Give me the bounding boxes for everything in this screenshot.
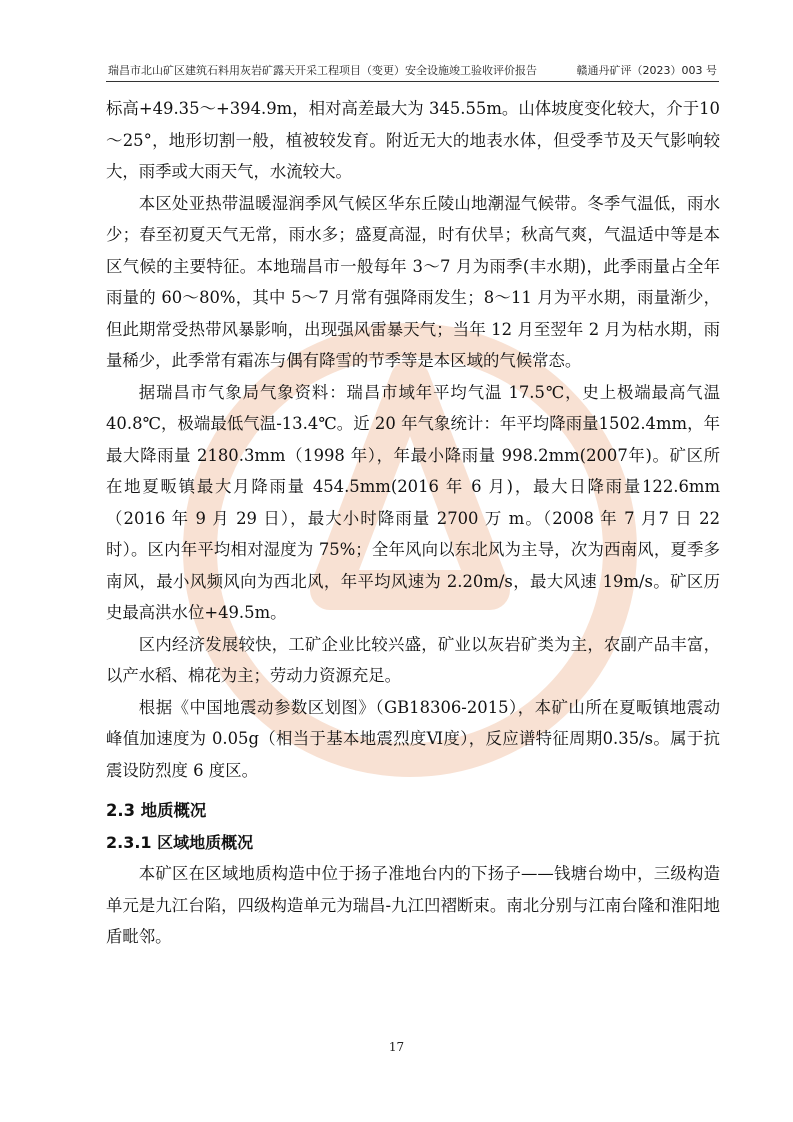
paragraph-meteorology: 据瑞昌市气象局气象资料：瑞昌市域年平均气温 17.5℃，史上极端最高气温 40.8℃，极端最低气温-13.4℃。近 20 年气象统计：年平均降雨量1502.4mm，年最大降雨量 2180.3mm（1998 年），年最小降雨量 998.2mm(2007年)。矿区所在地夏畈镇最大月降雨量 454.5mm(2016 年 6 月)，最大日降雨量122.6mm（2016 年 9 月 29 日），最大小时降雨量 2700 万 m。（2008 年 7 月7 日 22 时）。区内年平均相对湿度为 75%；全年风向以东北风为主导，次为西南风，夏季多南风，最小风频风向为西北风，年平均风速为 2.20m/s，最大风速 19m/s。矿区历史最高洪水位+49.5m。 [106,382,720,622]
paragraph-seismic: 根据《中国地震动参数区划图》（GB18306-2015），本矿山所在夏畈镇地震动峰值加速度为 0.05g（相当于基本地震烈度Ⅵ度），反应谱特征周期0.35/s。属于抗震设防烈度 6 度区。 [106,697,720,780]
paragraph-terrain: 标高+49.35～+394.9m，相对高差最大为 345.55m。山体坡度变化较大，介于10～25°，地形切割一般，植被较发育。附近无大的地表水体，但受季节及天气影响较大，雨季或大雨天气，水流较大。 [106,99,720,181]
page-number: 17 [388,1040,405,1054]
header-report-title: 瑞昌市北山矿区建筑石料用灰岩矿露天开采工程项目（变更）安全设施竣工验收评价报告 [108,64,537,77]
paragraph-economy: 区内经济发展较快，工矿企业比较兴盛，矿业以灰岩矿类为主，农副产品丰富，以产水稻、棉花为主；劳动力资源充足。 [106,634,720,685]
paragraph-climate: 本区处亚热带温暖湿润季风气候区华东丘陵山地潮湿气候带。冬季气温低，雨水少；春至初夏天气无常，雨水多；盛夏高湿，时有伏旱；秋高气爽，气温适中等是本区气候的主要特征。本地瑞昌市一般每年 3～7 月为雨季(丰水期)，此季雨量占全年雨量的 60～80%，其中 5～7 月常有强降雨发生；8～11 月为平水期，雨量渐少，但此期常受热带风暴影响，出现强风雷暴天气；当年 12 月至翌年 2 月为枯水期，雨量稀少，此季常有霜冻与偶有降雪的节季等是本区域的气候常态。 [106,193,720,370]
header-report-number: 赣通丹矿评（2023）003 号 [576,64,717,77]
header-divider [106,81,719,82]
page-body [106,93,720,953]
section-heading: 2.3 地质概况 [106,801,207,820]
subsection-heading: 2.3.1 区域地质概况 [106,833,254,852]
paragraph-regional-geology: 本矿区在区域地质构造中位于扬子准地台内的下扬子——钱塘台坳中，三级构造单元是九江台陷，四级构造单元为瑞昌-九江凹褶断束。南北分别与江南台隆和淮阳地盾毗邻。 [106,864,720,946]
page-header [108,62,717,80]
